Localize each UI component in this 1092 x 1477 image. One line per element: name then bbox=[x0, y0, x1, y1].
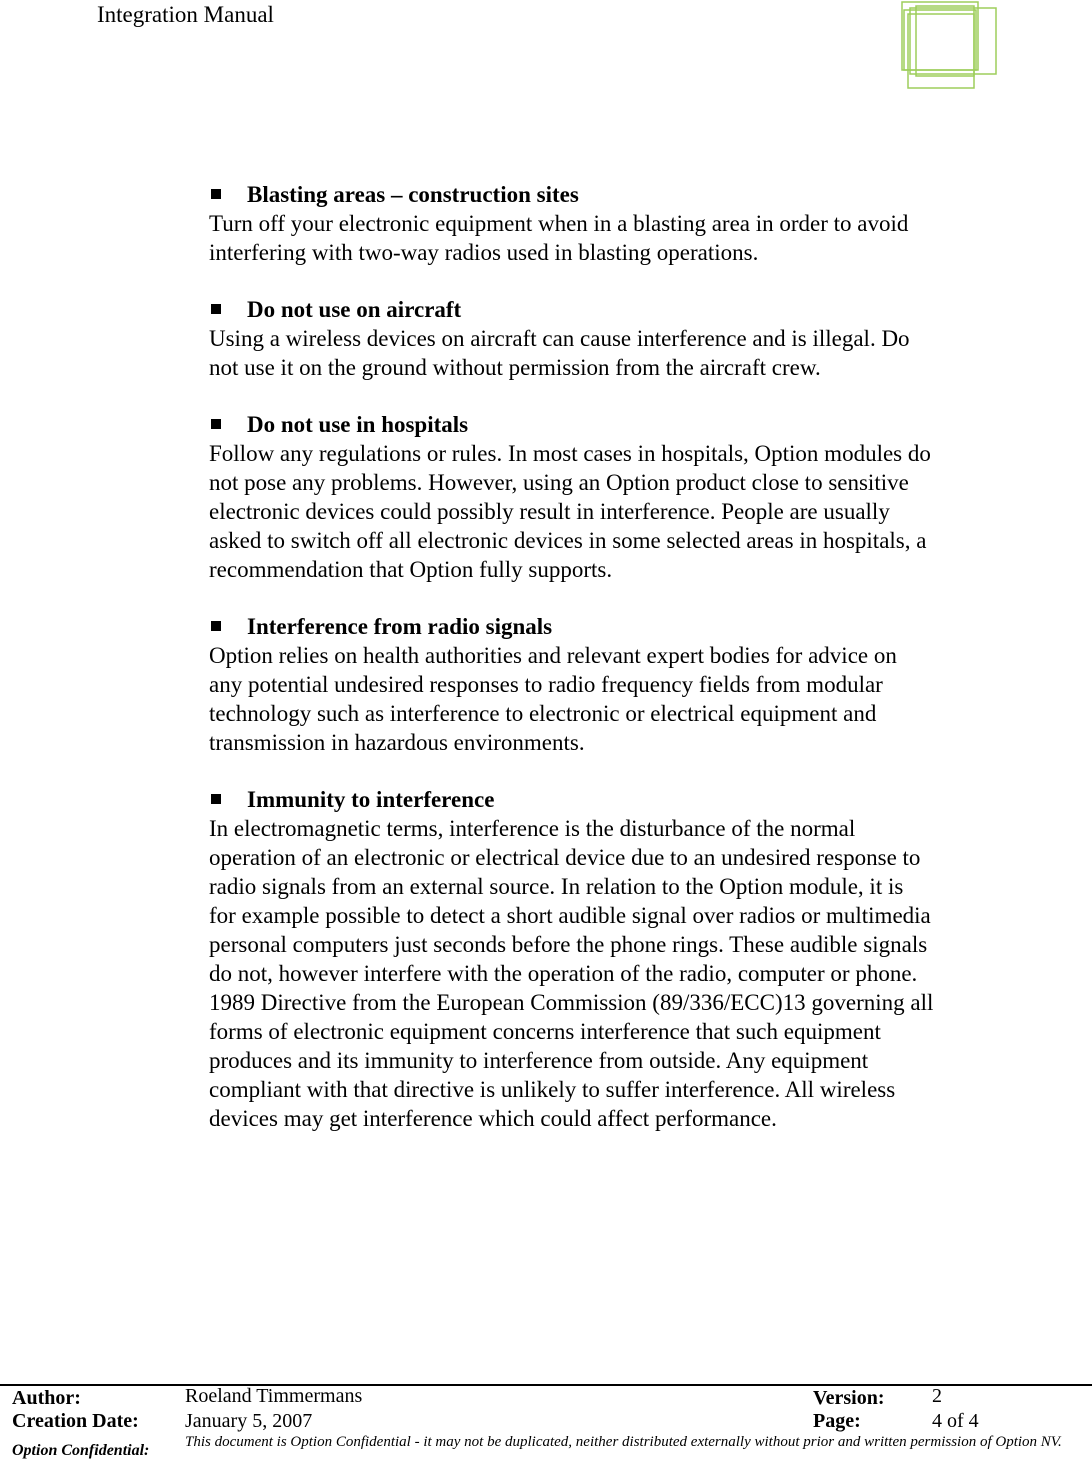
section-heading-text: Blasting areas – construction sites bbox=[247, 182, 579, 207]
body-line: 1989 Directive from the European Commission (89/336/ECC)13 governing all bbox=[209, 990, 934, 1015]
body-line: Using a wireless devices on aircraft can cause interference and is illegal. Do bbox=[209, 326, 910, 351]
body-line: devices may get interference which could affect performance. bbox=[209, 1106, 777, 1131]
section-heading-text: Immunity to interference bbox=[247, 787, 495, 812]
section-radio-signals bbox=[209, 612, 1009, 757]
section-aircraft bbox=[209, 295, 1009, 382]
section-body bbox=[209, 814, 1009, 1133]
document-title: Integration Manual bbox=[97, 2, 274, 27]
body-line: for example possible to detect a short audible signal over radios or multimedia bbox=[209, 903, 931, 928]
footer-divider bbox=[0, 1384, 1092, 1386]
square-bullet-icon bbox=[211, 189, 221, 199]
body-line: produces and its immunity to interference from outside. Any equipment bbox=[209, 1048, 869, 1073]
body-line: technology such as interference to electronic or electrical equipment and bbox=[209, 701, 877, 726]
section-immunity bbox=[209, 785, 1009, 1133]
body-line: transmission in hazardous environments. bbox=[209, 730, 585, 755]
footer-version-label: Version: bbox=[813, 1387, 885, 1409]
section-heading bbox=[209, 410, 1009, 439]
section-heading bbox=[209, 612, 1009, 641]
body-line: Follow any regulations or rules. In most cases in hospitals, Option modules do bbox=[209, 441, 931, 466]
footer-author-value: Roeland Timmermans bbox=[185, 1385, 363, 1407]
body-line: Turn off your electronic equipment when in a blasting area in order to avoid bbox=[209, 211, 909, 236]
section-heading-text: Interference from radio signals bbox=[247, 614, 553, 639]
section-heading bbox=[209, 785, 1009, 814]
body-line: operation of an electronic or electrical device due to an undesired response to bbox=[209, 845, 921, 870]
footer-confidential-text: This document is Option Confidential - it may not be duplicated, neither distributed externally without prior and written permission of Option NV. bbox=[185, 1434, 1062, 1450]
section-heading bbox=[209, 180, 1009, 209]
body-line: forms of electronic equipment concerns interference that such equipment bbox=[209, 1019, 881, 1044]
document-body bbox=[209, 180, 1009, 1161]
body-line: personal computers just seconds before the phone rings. These audible signals bbox=[209, 932, 928, 957]
footer-page-value: 4 of 4 bbox=[932, 1410, 979, 1432]
footer-author-label: Author: bbox=[12, 1387, 81, 1409]
footer-page-label: Page: bbox=[813, 1410, 861, 1432]
square-bullet-icon bbox=[211, 621, 221, 631]
footer-creation-value: January 5, 2007 bbox=[185, 1410, 313, 1432]
body-line: radio signals from an external source. In relation to the Option module, it is bbox=[209, 874, 904, 899]
square-bullet-icon bbox=[211, 419, 221, 429]
body-line: not use it on the ground without permission from the aircraft crew. bbox=[209, 355, 821, 380]
body-line: not pose any problems. However, using an Option product close to sensitive bbox=[209, 470, 909, 495]
body-line: compliant with that directive is unlikely to suffer interference. All wireless bbox=[209, 1077, 896, 1102]
option-logo-icon bbox=[898, 0, 1000, 92]
footer-version-value: 2 bbox=[932, 1385, 942, 1407]
section-heading bbox=[209, 295, 1009, 324]
body-line: any potential undesired responses to radio frequency fields from modular bbox=[209, 672, 883, 697]
body-line: Option relies on health authorities and relevant expert bodies for advice on bbox=[209, 643, 897, 668]
body-line: asked to switch off all electronic devices in some selected areas in hospitals, a bbox=[209, 528, 927, 553]
footer-creation-label: Creation Date: bbox=[12, 1410, 139, 1432]
square-bullet-icon bbox=[211, 304, 221, 314]
square-bullet-icon bbox=[211, 794, 221, 804]
section-body bbox=[209, 209, 1009, 267]
section-heading-text: Do not use on aircraft bbox=[247, 297, 462, 322]
body-line: electronic devices could possibly result in interference. People are usually bbox=[209, 499, 890, 524]
body-line: In electromagnetic terms, interference is the disturbance of the normal bbox=[209, 816, 856, 841]
body-line: interfering with two-way radios used in blasting operations. bbox=[209, 240, 759, 265]
section-heading-text: Do not use in hospitals bbox=[247, 412, 469, 437]
section-body bbox=[209, 439, 1009, 584]
body-line: recommendation that Option fully supports. bbox=[209, 557, 613, 582]
section-blasting-areas bbox=[209, 180, 1009, 267]
section-body bbox=[209, 324, 1009, 382]
section-body bbox=[209, 641, 1009, 757]
body-line: do not, however interfere with the operation of the radio, computer or phone. bbox=[209, 961, 918, 986]
section-hospitals bbox=[209, 410, 1009, 584]
footer-confidential-label: Option Confidential: bbox=[12, 1442, 150, 1459]
